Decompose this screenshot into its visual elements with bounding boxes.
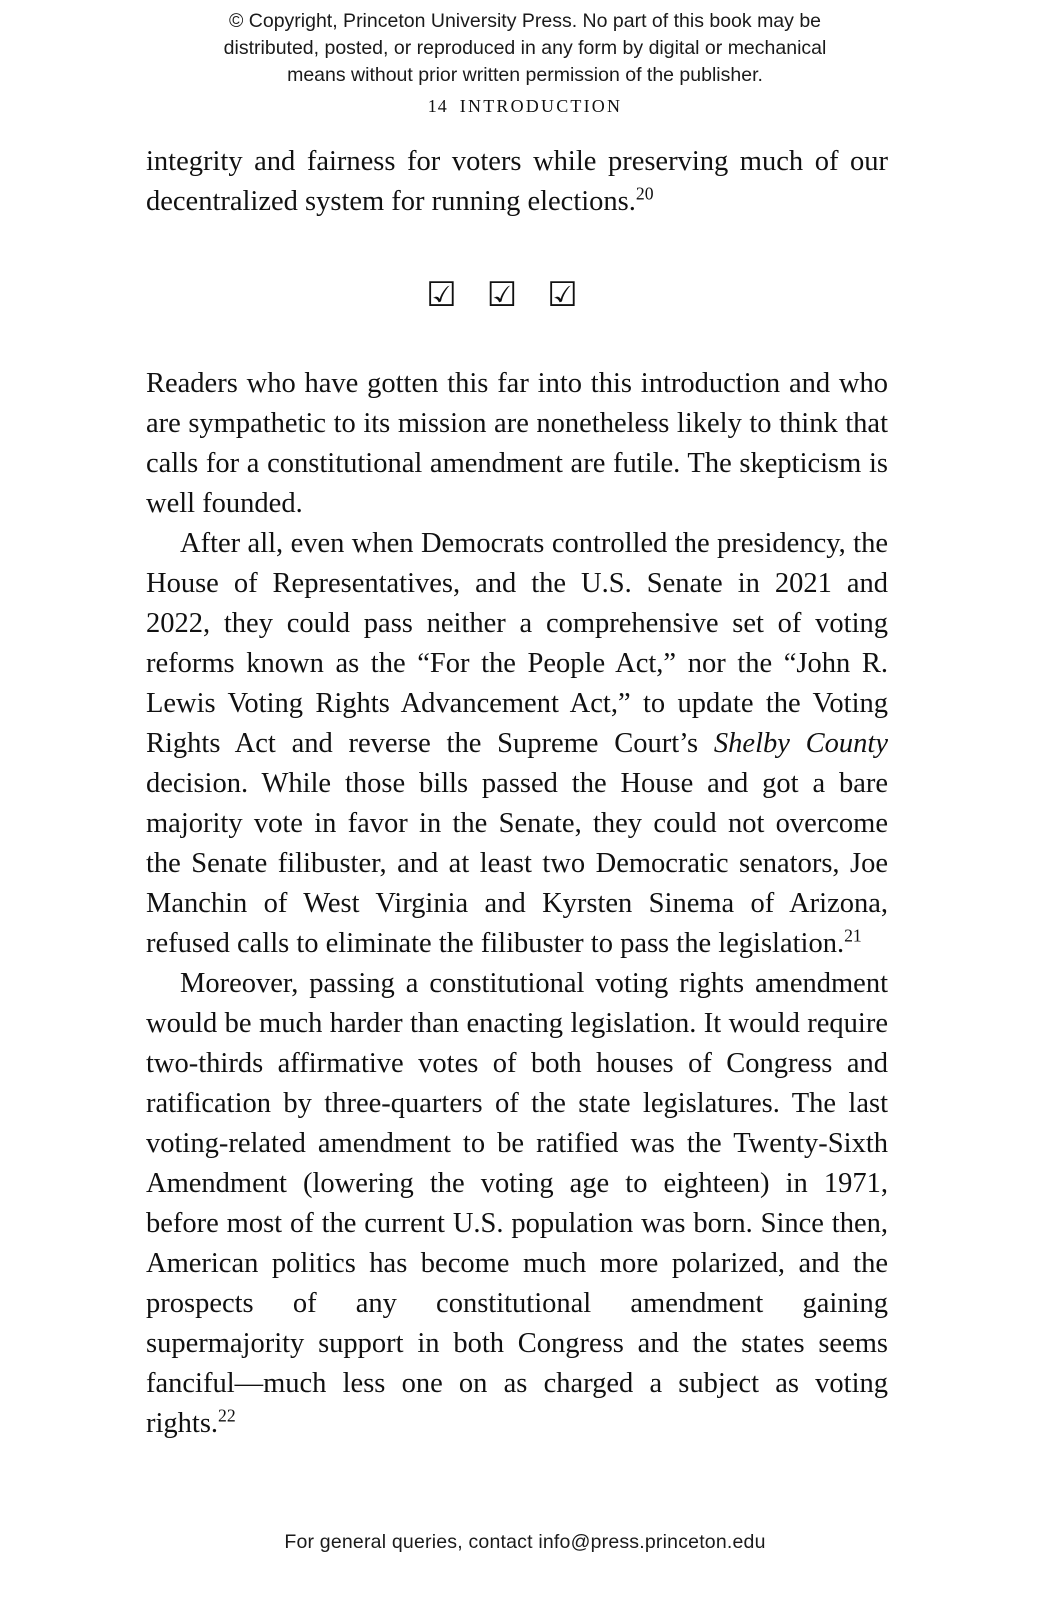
body-text-area [146,142,888,1444]
copyright-line-1: © Copyright, Princeton University Press. No part of this book may be [228,10,822,32]
ornament-checkbox-icon-2: ☑ [486,275,548,315]
paragraph-3-text: Moreover, passing a constitutional voting rights amendment would be much harder than enacting legislation. It would require two-thirds affirmative votes of both houses of Congress and ratification by three-quarters of the state legislatures. The last voting-related amendment to be ratified was the Twenty-Sixth Amendment (lowering the voting age to eighteen) in 1971, before most of the current U.S. population was born. Since then, American politics has become much more polarized, and the prospects of any constitutional amendment gaining supermajority support in both Congress and the states seems fanciful—much less one on as charged a subject as voting rights. [146,968,888,1439]
footnote-marker-21: 21 [844,925,862,946]
paragraph-3 [146,964,888,1444]
paragraph-1: Readers who have gotten this far into this introduction and who are sympathetic to its mission are nonetheless likely to think that calls for a constitutional amendment are futile. The skepticism is well founded. [146,368,888,519]
running-head [0,96,1050,117]
copyright-line-3: means without prior written permission of the publisher. [287,64,763,86]
paragraph-2 [146,524,888,964]
paragraph-2-part-2: decision. While those bills passed the House and got a bare majority vote in favor in the Senate, they could not overcome the Senate filibuster, and at least two Democratic senators, Joe Manchin of West Virginia and Kyrsten Sinema of Arizona, refused calls to eliminate the filibuster to pass the legislation. [146,768,888,959]
paragraph-continued-text: integrity and fairness for voters while preserving much of our decentralized system for running elections. [146,146,888,217]
page-number: 14 [427,96,448,116]
copyright-notice [0,8,1050,89]
paragraph-continued [146,142,888,222]
case-name-shelby-county: Shelby County [713,728,888,759]
running-head-title: INTRODUCTION [459,96,623,116]
footnote-marker-20: 20 [635,183,654,204]
footnote-marker-22: 22 [218,1405,236,1426]
ornament-checkbox-icon-1: ☑ [426,275,487,315]
ornament-checkbox-icon-3: ☑ [547,275,608,315]
copyright-line-2: distributed, posted, or reproduced in any form by digital or mechanical [223,37,827,59]
section-ornament [146,275,888,315]
paragraph-2-part-1: After all, even when Democrats controlled the presidency, the House of Representatives, and the U.S. Senate in 2021 and 2022, they could pass neither a comprehensive set of voting reforms known as the “For the People Act,” nor the “John R. Lewis Voting Rights Advancement Act,” to update the Voting Rights Act and reverse the Supreme Court’s [146,528,888,759]
footer-queries-note: For general queries, contact info@press.princeton.edu [284,1531,766,1553]
